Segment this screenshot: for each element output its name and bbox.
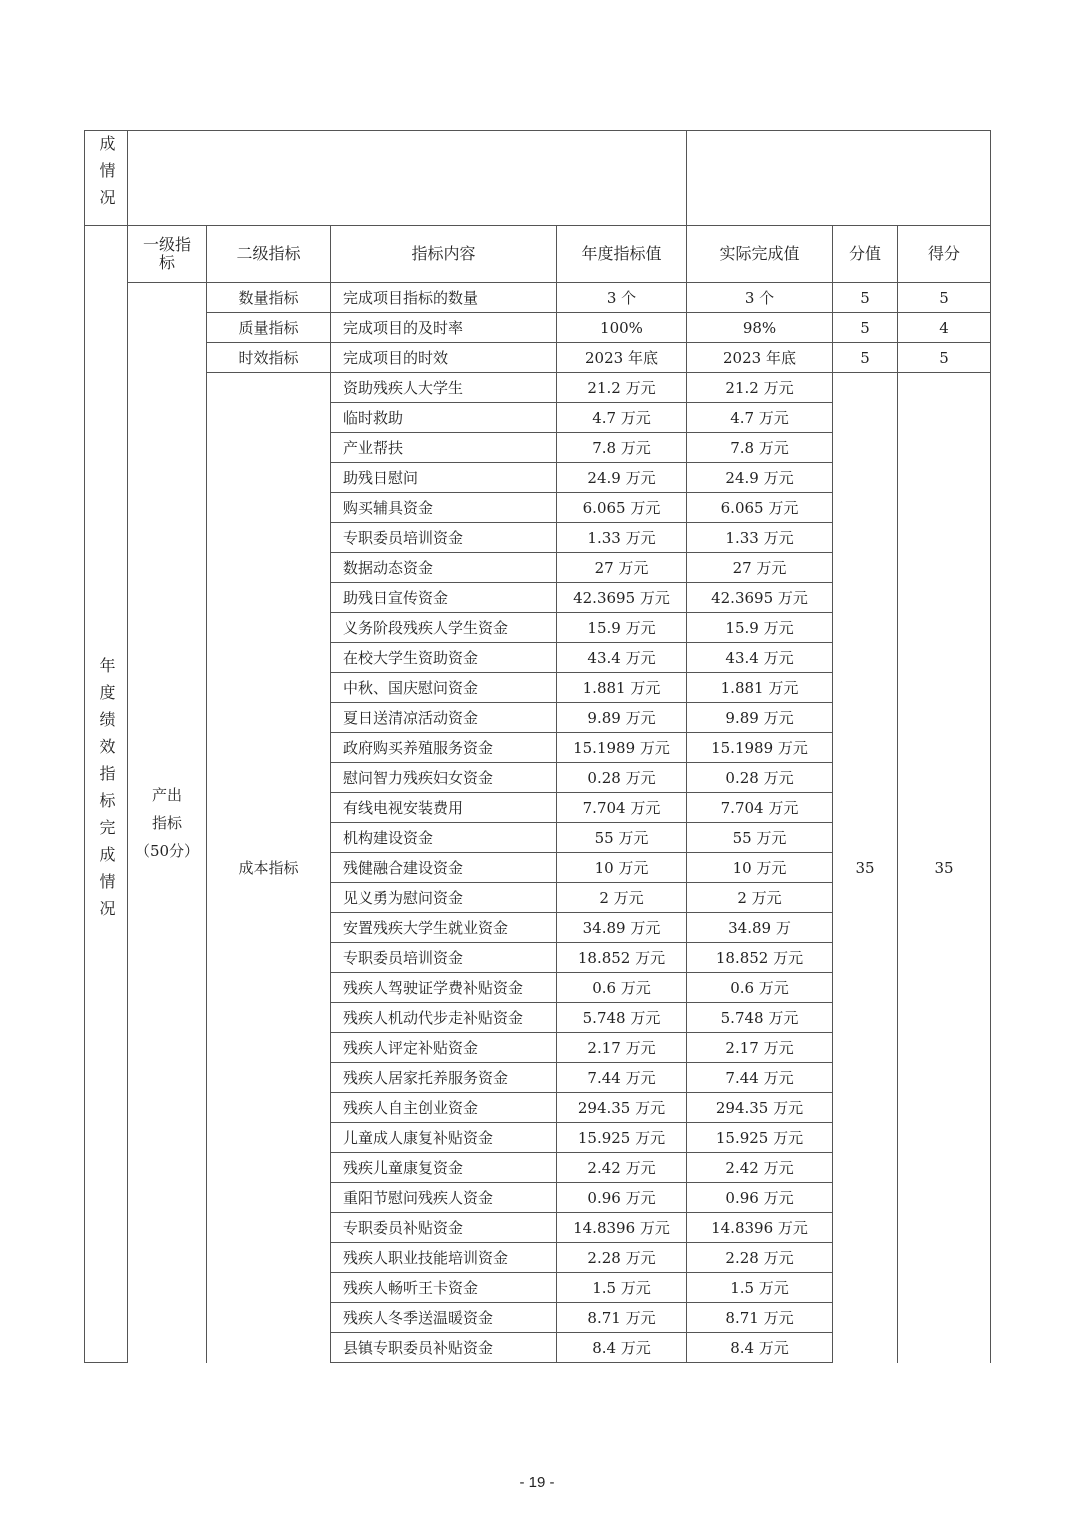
actual-cell: 27 万元 [687, 553, 833, 583]
content-cell: 儿童成人康复补贴资金 [331, 1123, 557, 1153]
content-cell: 政府购买养殖服务资金 [331, 733, 557, 763]
content-cell: 有线电视安装费用 [331, 793, 557, 823]
side-label-cell [85, 226, 128, 1363]
weight-cell: 5 [833, 313, 898, 343]
score-cell: 5 [898, 343, 991, 373]
content-cell: 县镇专职委员补贴资金 [331, 1333, 557, 1363]
target-cell: 1.33 万元 [557, 523, 687, 553]
content-cell: 残疾人驾驶证学费补贴资金 [331, 973, 557, 1003]
content-cell: 残疾人职业技能培训资金 [331, 1243, 557, 1273]
content-cell: 慰问智力残疾妇女资金 [331, 763, 557, 793]
performance-table [84, 130, 991, 1363]
content-cell: 夏日送清凉活动资金 [331, 703, 557, 733]
target-cell: 34.89 万元 [557, 913, 687, 943]
actual-cell: 5.748 万元 [687, 1003, 833, 1033]
actual-cell: 7.44 万元 [687, 1063, 833, 1093]
weight-cell: 5 [833, 283, 898, 313]
performance-table-frame [84, 130, 990, 1363]
target-cell: 14.8396 万元 [557, 1213, 687, 1243]
target-cell: 43.4 万元 [557, 643, 687, 673]
actual-cell: 34.89 万 [687, 913, 833, 943]
level2-cell: 时效指标 [207, 343, 331, 373]
content-cell: 残疾人自主创业资金 [331, 1093, 557, 1123]
actual-cell: 2.42 万元 [687, 1153, 833, 1183]
target-cell: 27 万元 [557, 553, 687, 583]
header-weight: 分值 [833, 226, 898, 283]
target-cell: 294.35 万元 [557, 1093, 687, 1123]
content-cell: 助残日宣传资金 [331, 583, 557, 613]
actual-cell: 14.8396 万元 [687, 1213, 833, 1243]
content-cell: 重阳节慰问残疾人资金 [331, 1183, 557, 1213]
actual-cell: 8.71 万元 [687, 1303, 833, 1333]
actual-cell: 2 万元 [687, 883, 833, 913]
content-cell: 见义勇为慰问资金 [331, 883, 557, 913]
target-cell: 3 个 [557, 283, 687, 313]
target-cell: 2.42 万元 [557, 1153, 687, 1183]
content-cell: 完成项目的及时率 [331, 313, 557, 343]
content-cell: 残疾人居家托养服务资金 [331, 1063, 557, 1093]
content-cell: 完成项目指标的数量 [331, 283, 557, 313]
header-actual: 实际完成值 [687, 226, 833, 283]
target-cell: 100% [557, 313, 687, 343]
level2-cell: 数量指标 [207, 283, 331, 313]
target-cell: 7.44 万元 [557, 1063, 687, 1093]
target-cell: 7.8 万元 [557, 433, 687, 463]
output-group-label: 产出指标 [151, 785, 182, 832]
actual-cell: 24.9 万元 [687, 463, 833, 493]
actual-cell: 1.5 万元 [687, 1273, 833, 1303]
actual-cell: 6.065 万元 [687, 493, 833, 523]
actual-cell: 7.8 万元 [687, 433, 833, 463]
content-cell: 残疾人冬季送温暖资金 [331, 1303, 557, 1333]
completion-label: 成情况 [97, 135, 116, 216]
content-cell: 残疾人畅听王卡资金 [331, 1273, 557, 1303]
actual-cell: 43.4 万元 [687, 643, 833, 673]
actual-cell: 42.3695 万元 [687, 583, 833, 613]
content-cell: 残疾人评定补贴资金 [331, 1033, 557, 1063]
page-number: - 19 - [519, 1474, 555, 1491]
actual-cell: 55 万元 [687, 823, 833, 853]
header-level2: 二级指标 [207, 226, 331, 283]
actual-cell: 9.89 万元 [687, 703, 833, 733]
header-score: 得分 [898, 226, 991, 283]
content-cell: 机构建设资金 [331, 823, 557, 853]
target-cell: 15.9 万元 [557, 613, 687, 643]
actual-cell: 2.17 万元 [687, 1033, 833, 1063]
content-cell: 残健融合建设资金 [331, 853, 557, 883]
actual-cell: 15.9 万元 [687, 613, 833, 643]
header-row [85, 226, 991, 283]
target-cell: 15.1989 万元 [557, 733, 687, 763]
target-cell: 0.6 万元 [557, 973, 687, 1003]
content-cell: 残疾人机动代步走补贴资金 [331, 1003, 557, 1033]
header-level1: 一级指标 [128, 226, 207, 283]
content-cell: 产业帮扶 [331, 433, 557, 463]
side-label: 年度绩效指标完成情况 [97, 657, 116, 927]
target-cell: 2.28 万元 [557, 1243, 687, 1273]
target-cell: 0.96 万元 [557, 1183, 687, 1213]
content-cell: 助残日慰问 [331, 463, 557, 493]
header-target: 年度指标值 [557, 226, 687, 283]
content-cell: 购买辅具资金 [331, 493, 557, 523]
content-cell: 在校大学生资助资金 [331, 643, 557, 673]
content-cell: 中秋、国庆慰问资金 [331, 673, 557, 703]
target-cell: 9.89 万元 [557, 703, 687, 733]
actual-cell: 1.33 万元 [687, 523, 833, 553]
actual-cell: 7.704 万元 [687, 793, 833, 823]
content-cell: 专职委员培训资金 [331, 523, 557, 553]
content-cell: 义务阶段残疾人学生资金 [331, 613, 557, 643]
cost-row [85, 373, 991, 403]
content-cell: 专职委员培训资金 [331, 943, 557, 973]
indicator-row [85, 313, 991, 343]
actual-cell: 2023 年底 [687, 343, 833, 373]
actual-cell: 15.925 万元 [687, 1123, 833, 1153]
cost-score-cell: 35 [898, 373, 991, 1363]
target-cell: 2 万元 [557, 883, 687, 913]
completion-extra-cell [687, 131, 991, 226]
target-cell: 2023 年底 [557, 343, 687, 373]
content-cell: 安置残疾大学生就业资金 [331, 913, 557, 943]
score-cell: 5 [898, 283, 991, 313]
cost-level2-cell: 成本指标 [207, 373, 331, 1363]
indicator-row [85, 283, 991, 313]
actual-cell: 0.96 万元 [687, 1183, 833, 1213]
cost-weight-cell: 35 [833, 373, 898, 1363]
completion-row [85, 131, 991, 226]
content-cell: 临时救助 [331, 403, 557, 433]
actual-cell: 15.1989 万元 [687, 733, 833, 763]
actual-cell: 18.852 万元 [687, 943, 833, 973]
target-cell: 55 万元 [557, 823, 687, 853]
target-cell: 18.852 万元 [557, 943, 687, 973]
content-cell: 完成项目的时效 [331, 343, 557, 373]
target-cell: 1.881 万元 [557, 673, 687, 703]
actual-cell: 2.28 万元 [687, 1243, 833, 1273]
indicator-row [85, 343, 991, 373]
content-cell: 专职委员补贴资金 [331, 1213, 557, 1243]
target-cell: 42.3695 万元 [557, 583, 687, 613]
target-cell: 24.9 万元 [557, 463, 687, 493]
actual-cell: 0.28 万元 [687, 763, 833, 793]
content-cell: 残疾儿童康复资金 [331, 1153, 557, 1183]
target-cell: 2.17 万元 [557, 1033, 687, 1063]
actual-cell: 21.2 万元 [687, 373, 833, 403]
weight-cell: 5 [833, 343, 898, 373]
target-cell: 21.2 万元 [557, 373, 687, 403]
target-cell: 4.7 万元 [557, 403, 687, 433]
target-cell: 15.925 万元 [557, 1123, 687, 1153]
actual-cell: 4.7 万元 [687, 403, 833, 433]
score-cell: 4 [898, 313, 991, 343]
content-cell: 数据动态资金 [331, 553, 557, 583]
target-cell: 10 万元 [557, 853, 687, 883]
actual-cell: 294.35 万元 [687, 1093, 833, 1123]
output-group-cell [128, 283, 207, 1363]
target-cell: 6.065 万元 [557, 493, 687, 523]
output-group-points: （50分） [134, 841, 200, 860]
content-cell: 资助残疾人大学生 [331, 373, 557, 403]
actual-cell: 3 个 [687, 283, 833, 313]
target-cell: 8.71 万元 [557, 1303, 687, 1333]
completion-label-cell [85, 131, 128, 226]
target-cell: 8.4 万元 [557, 1333, 687, 1363]
actual-cell: 8.4 万元 [687, 1333, 833, 1363]
actual-cell: 10 万元 [687, 853, 833, 883]
level2-cell: 质量指标 [207, 313, 331, 343]
actual-cell: 98% [687, 313, 833, 343]
actual-cell: 1.881 万元 [687, 673, 833, 703]
actual-cell: 0.6 万元 [687, 973, 833, 1003]
header-content: 指标内容 [331, 226, 557, 283]
completion-content-cell [128, 131, 687, 226]
target-cell: 0.28 万元 [557, 763, 687, 793]
target-cell: 7.704 万元 [557, 793, 687, 823]
target-cell: 1.5 万元 [557, 1273, 687, 1303]
target-cell: 5.748 万元 [557, 1003, 687, 1033]
